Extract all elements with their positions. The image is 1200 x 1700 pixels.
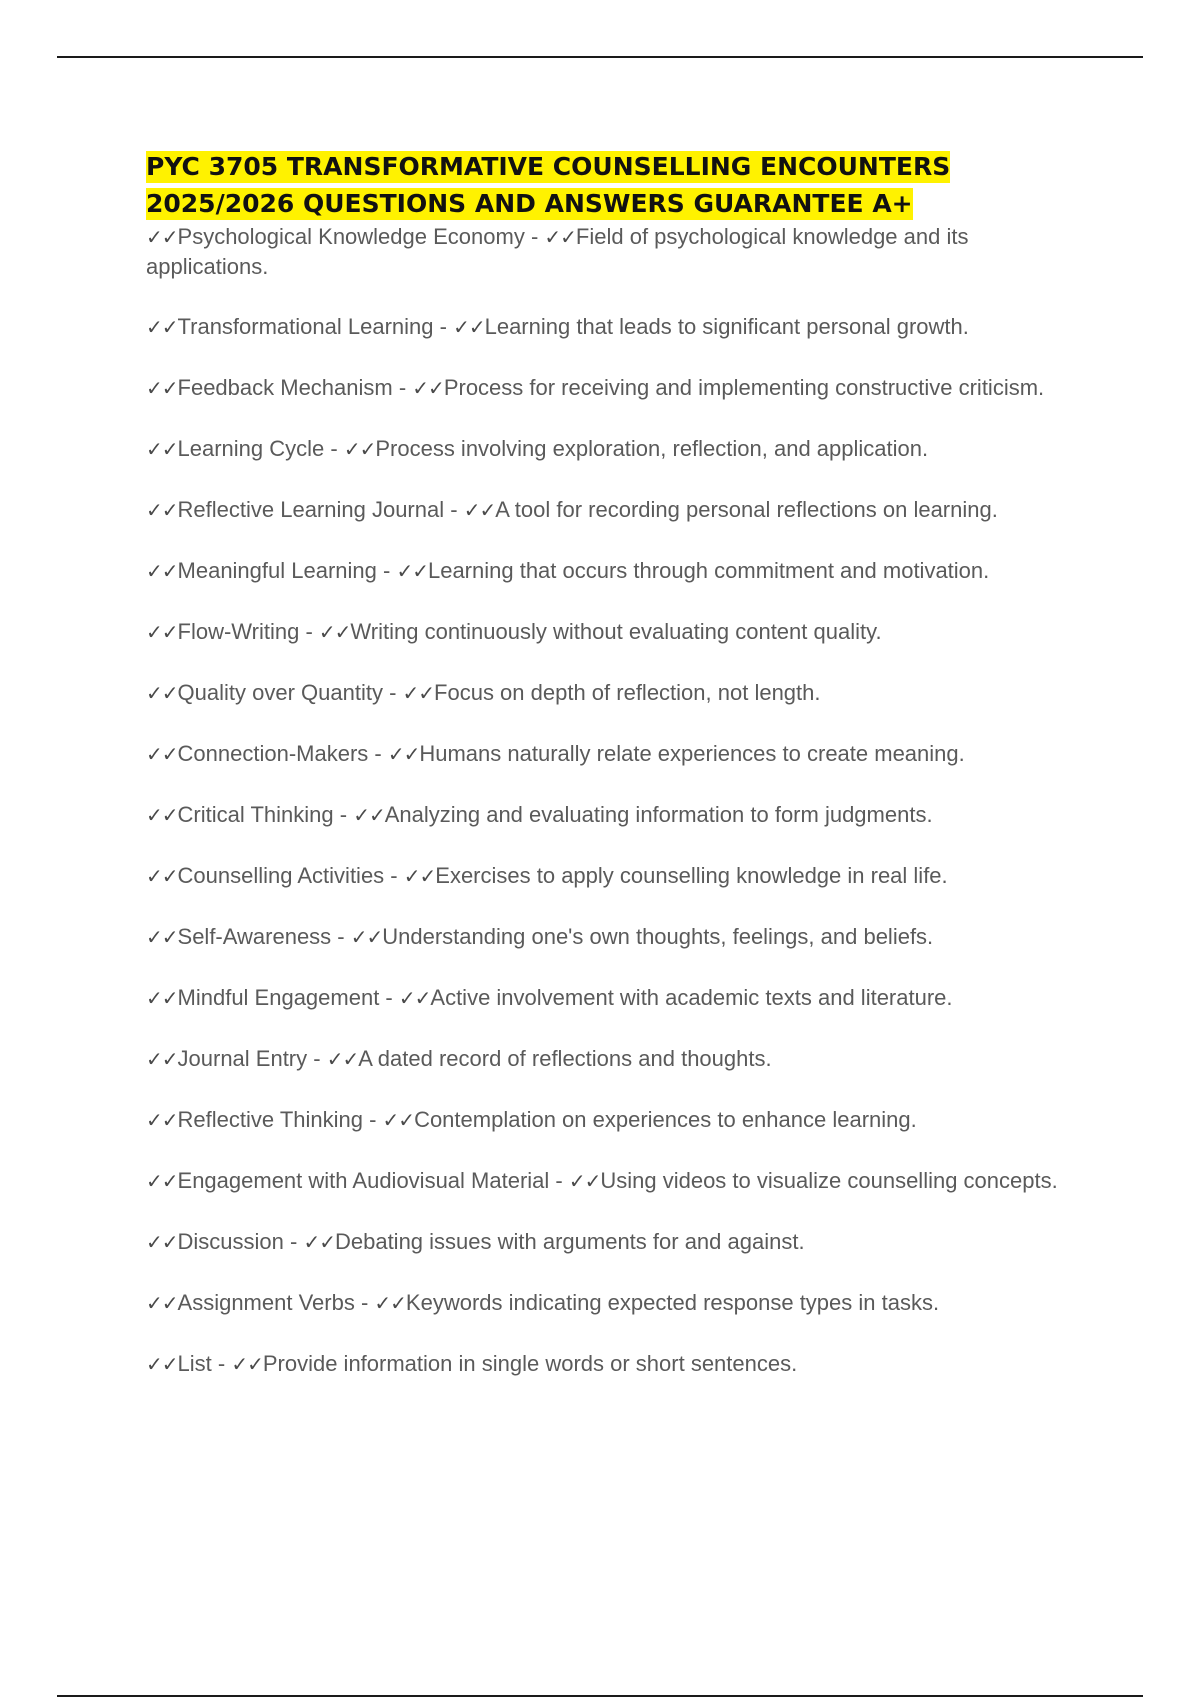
check-icon: ✓✓ — [146, 1291, 178, 1315]
check-icon: ✓✓ — [146, 559, 178, 583]
entry-separator: - — [283, 1229, 304, 1254]
entry-term: Psychological Knowledge Economy — [177, 224, 525, 249]
qa-list — [146, 222, 1096, 1379]
title-line-1: PYC 3705 TRANSFORMATIVE COUNSELLING ENCOUNTERS — [146, 152, 951, 181]
entry-term: Journal Entry — [177, 1046, 308, 1071]
document-title — [146, 148, 1096, 222]
entry-separator: - — [384, 863, 404, 888]
entry-definition: Debating issues with arguments for and against. — [334, 1229, 805, 1254]
list-item — [146, 1227, 1096, 1257]
check-icon: ✓✓ — [318, 620, 351, 644]
entry-separator: - — [368, 741, 388, 766]
entry-separator: - — [354, 1290, 375, 1315]
entry-definition: Active involvement with academic texts and literature. — [430, 985, 953, 1010]
check-icon: ✓✓ — [146, 620, 178, 644]
document-body — [146, 148, 1096, 1410]
list-item — [146, 373, 1096, 403]
entry-term: Quality over Quantity — [177, 680, 383, 705]
entry-definition: Process involving exploration, reflection, and application. — [375, 436, 929, 461]
check-icon: ✓✓ — [146, 803, 178, 827]
check-icon: ✓✓ — [146, 1352, 178, 1376]
entry-separator: - — [299, 619, 319, 644]
entry-definition: A dated record of reflections and thoughts. — [358, 1046, 772, 1071]
list-item — [146, 922, 1096, 952]
entry-definition: Analyzing and evaluating information to form judgments. — [384, 802, 933, 827]
entry-term: Reflective Learning Journal — [177, 497, 445, 522]
entry-term: Mindful Engagement — [177, 985, 380, 1010]
entry-term: Learning Cycle — [177, 436, 325, 461]
check-icon: ✓✓ — [231, 1352, 263, 1376]
entry-definition: A tool for recording personal reflections on learning. — [495, 497, 998, 522]
check-icon: ✓✓ — [146, 742, 178, 766]
entry-separator: - — [382, 680, 403, 705]
check-icon: ✓✓ — [146, 1047, 178, 1071]
entry-term: Engagement with Audiovisual Material — [177, 1168, 550, 1193]
list-item — [146, 1105, 1096, 1135]
check-icon: ✓✓ — [146, 1108, 178, 1132]
list-item — [146, 495, 1096, 525]
check-icon: ✓✓ — [146, 1230, 178, 1254]
list-item — [146, 861, 1096, 891]
list-item — [146, 617, 1096, 647]
entry-definition: Writing continuously without evaluating content quality. — [350, 619, 882, 644]
entry-term: Reflective Thinking — [177, 1107, 363, 1132]
entry-separator: - — [549, 1168, 569, 1193]
entry-term: Flow-Writing — [177, 619, 300, 644]
entry-term: Meaningful Learning — [177, 558, 377, 583]
entry-separator: - — [211, 1351, 232, 1376]
list-item — [146, 800, 1096, 830]
entry-term: Discussion — [177, 1229, 284, 1254]
check-icon: ✓✓ — [568, 1169, 601, 1193]
entry-separator: - — [444, 497, 464, 522]
entry-separator: - — [307, 1046, 327, 1071]
check-icon: ✓✓ — [453, 315, 485, 339]
entry-definition: Understanding one's own thoughts, feelings, and beliefs. — [382, 924, 934, 949]
check-icon: ✓✓ — [146, 225, 178, 249]
check-icon: ✓✓ — [146, 864, 178, 888]
entry-definition: Keywords indicating expected response types in tasks. — [405, 1290, 940, 1315]
entry-separator: - — [433, 314, 454, 339]
entry-separator: - — [331, 924, 351, 949]
list-item — [146, 739, 1096, 769]
check-icon: ✓✓ — [402, 681, 435, 705]
entry-definition: Focus on depth of reflection, not length. — [434, 680, 821, 705]
list-item — [146, 983, 1096, 1013]
bottom-divider — [57, 1695, 1143, 1697]
list-item — [146, 1044, 1096, 1074]
entry-definition: Process for receiving and implementing constructive criticism. — [443, 375, 1045, 400]
check-icon: ✓✓ — [146, 376, 178, 400]
check-icon: ✓✓ — [303, 1230, 335, 1254]
check-icon: ✓✓ — [353, 803, 385, 827]
list-item — [146, 1349, 1096, 1379]
entry-definition: Exercises to apply counselling knowledge in real life. — [435, 863, 948, 888]
entry-definition: Provide information in single words or short sentences. — [262, 1351, 798, 1376]
check-icon: ✓✓ — [146, 925, 178, 949]
entry-term: List — [177, 1351, 212, 1376]
entry-term: Critical Thinking — [177, 802, 334, 827]
check-icon: ✓✓ — [326, 1047, 359, 1071]
entry-term: Assignment Verbs — [177, 1290, 355, 1315]
list-item — [146, 556, 1096, 586]
check-icon: ✓✓ — [146, 315, 178, 339]
check-icon: ✓✓ — [374, 1291, 406, 1315]
list-item — [146, 1166, 1096, 1196]
check-icon: ✓✓ — [396, 559, 428, 583]
check-icon: ✓✓ — [387, 742, 420, 766]
check-icon: ✓✓ — [146, 1169, 178, 1193]
check-icon: ✓✓ — [382, 1108, 415, 1132]
entry-term: Transformational Learning — [177, 314, 434, 339]
list-item — [146, 222, 1096, 281]
entry-definition: Field of psychological knowledge and its applications. — [146, 224, 969, 279]
check-icon: ✓✓ — [412, 376, 444, 400]
entry-definition: Learning that occurs through commitment and motivation. — [427, 558, 990, 583]
entry-term: Connection-Makers — [177, 741, 369, 766]
list-item — [146, 312, 1096, 342]
list-item — [146, 1288, 1096, 1318]
check-icon: ✓✓ — [544, 225, 576, 249]
check-icon: ✓✓ — [463, 498, 496, 522]
entry-definition: Contemplation on experiences to enhance learning. — [414, 1107, 917, 1132]
entry-term: Self-Awareness — [177, 924, 332, 949]
check-icon: ✓✓ — [398, 986, 431, 1010]
entry-definition: Learning that leads to significant personal growth. — [484, 314, 969, 339]
top-divider — [57, 56, 1143, 58]
entry-separator: - — [524, 224, 545, 249]
check-icon: ✓✓ — [146, 681, 178, 705]
entry-separator: - — [324, 436, 344, 461]
check-icon: ✓✓ — [403, 864, 436, 888]
entry-definition: Humans naturally relate experiences to create meaning. — [419, 741, 965, 766]
entry-term: Counselling Activities — [177, 863, 385, 888]
title-line-2: 2025/2026 QUESTIONS AND ANSWERS GUARANTEE A+ — [146, 189, 913, 218]
check-icon: ✓✓ — [350, 925, 383, 949]
check-icon: ✓✓ — [146, 498, 178, 522]
entry-separator: - — [392, 375, 413, 400]
entry-separator: - — [379, 985, 399, 1010]
entry-term: Feedback Mechanism — [177, 375, 393, 400]
entry-separator: - — [333, 802, 354, 827]
check-icon: ✓✓ — [343, 437, 376, 461]
entry-definition: Using videos to visualize counselling concepts. — [600, 1168, 1058, 1193]
check-icon: ✓✓ — [146, 986, 178, 1010]
entry-separator: - — [376, 558, 397, 583]
list-item — [146, 434, 1096, 464]
list-item — [146, 678, 1096, 708]
check-icon: ✓✓ — [146, 437, 178, 461]
entry-separator: - — [362, 1107, 383, 1132]
